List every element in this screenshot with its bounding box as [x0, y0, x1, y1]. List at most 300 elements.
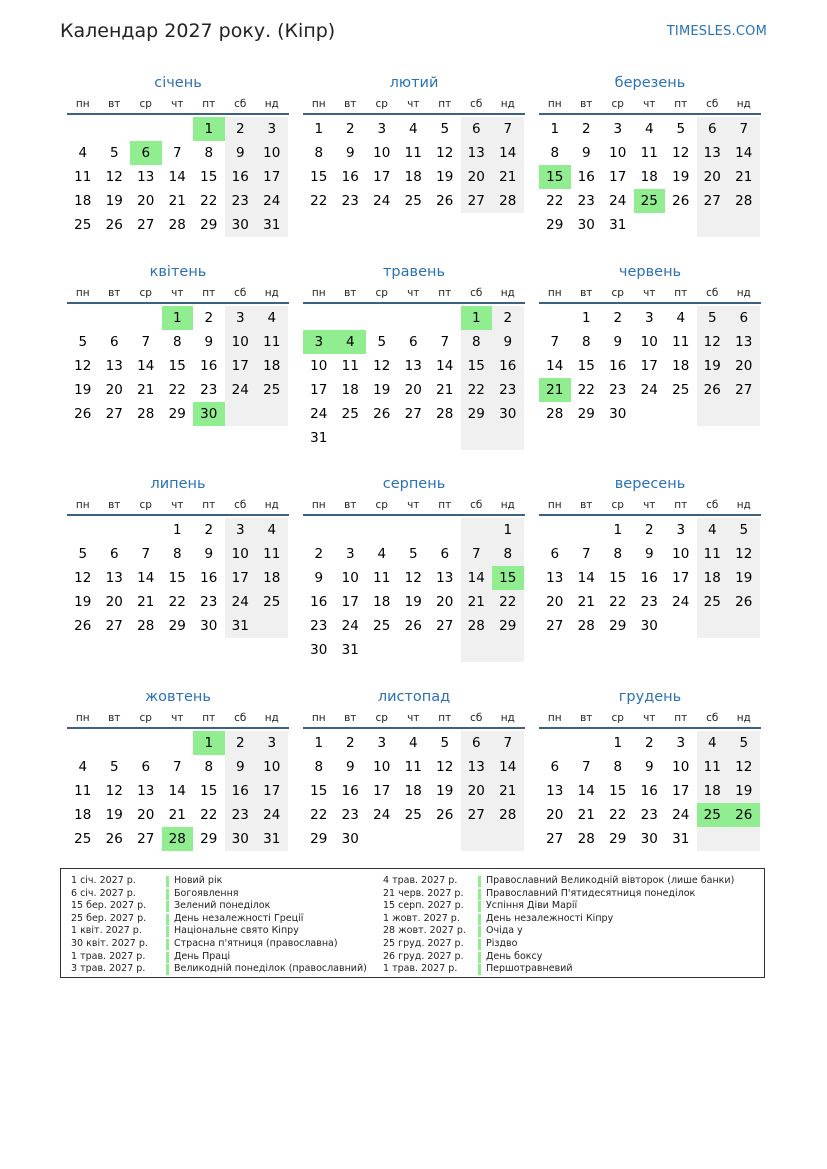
day-cell: 30	[492, 402, 524, 426]
weekday-label: пт	[674, 286, 688, 299]
weekday-label: пн	[547, 498, 562, 511]
day-cell: 21	[436, 382, 454, 398]
day-cell: 12	[728, 542, 760, 566]
weekday-label: сб	[234, 711, 247, 724]
weekday-label: пт	[674, 498, 688, 511]
day-cell: 1	[193, 117, 225, 141]
day-cell: 18	[404, 169, 422, 185]
empty-cell	[130, 117, 162, 141]
day-cell: 21	[539, 378, 571, 402]
month-1	[67, 72, 289, 237]
weekday-label: ср	[139, 97, 152, 110]
day-cell: 30	[609, 406, 627, 422]
day-cell: 19	[728, 779, 760, 803]
weekday-label: ср	[139, 286, 152, 299]
legend-row	[383, 888, 734, 901]
weekday-label: нд	[500, 498, 515, 511]
week-row	[67, 402, 289, 426]
month-name: квітень	[149, 264, 207, 280]
day-cell: 29	[168, 406, 186, 422]
legend-row	[383, 925, 734, 938]
day-cell: 24	[609, 193, 627, 209]
day-cell: 12	[436, 759, 454, 775]
day-cell: 4	[335, 330, 367, 354]
day-cell: 5	[78, 546, 88, 562]
empty-cell	[429, 638, 461, 662]
day-cell: 20	[461, 165, 493, 189]
empty-cell	[665, 614, 697, 638]
week-row	[539, 330, 761, 354]
day-cell: 6	[109, 546, 119, 562]
holiday-marker	[478, 876, 481, 887]
day-cell: 15	[310, 783, 328, 799]
day-cell: 23	[200, 594, 218, 610]
weekday-label: чт	[407, 498, 420, 511]
empty-cell	[398, 306, 430, 330]
day-cell: 19	[436, 169, 454, 185]
day-cell: 4	[697, 518, 729, 542]
day-cell: 14	[168, 783, 186, 799]
day-cell: 13	[137, 169, 155, 185]
day-cell: 11	[341, 358, 359, 374]
weekday-label: сб	[706, 498, 719, 511]
day-cell: 21	[137, 594, 155, 610]
legend-row	[383, 963, 734, 976]
day-cell: 30	[200, 618, 218, 634]
legend-row	[71, 963, 367, 976]
day-cell: 24	[225, 590, 257, 614]
day-cell: 12	[404, 570, 422, 586]
day-cell: 9	[204, 546, 214, 562]
day-cell: 12	[74, 358, 92, 374]
day-cell: 6	[550, 546, 560, 562]
empty-cell	[697, 614, 729, 638]
day-cell: 28	[492, 189, 524, 213]
header-rule	[303, 302, 525, 304]
day-cell: 2	[204, 522, 214, 538]
empty-cell	[162, 731, 194, 755]
day-cell: 15	[168, 570, 186, 586]
day-cell: 27	[697, 189, 729, 213]
day-cell: 9	[581, 145, 591, 161]
day-cell: 2	[581, 121, 591, 137]
holiday-marker	[166, 876, 169, 887]
day-cell: 26	[105, 831, 123, 847]
month-name: жовтень	[145, 689, 211, 705]
holiday-date: 1 жовт. 2027 р.	[383, 912, 460, 924]
day-cell: 1	[613, 522, 623, 538]
weekday-label: ср	[611, 711, 624, 724]
empty-cell	[366, 827, 398, 851]
header-rule	[67, 514, 289, 516]
day-cell: 21	[492, 165, 524, 189]
week-row	[539, 213, 761, 237]
weekday-header	[67, 283, 289, 302]
day-cell: 8	[461, 330, 493, 354]
month-11	[303, 686, 525, 851]
day-cell: 5	[109, 145, 119, 161]
empty-cell	[697, 402, 729, 426]
week-row	[539, 141, 761, 165]
day-cell: 27	[728, 378, 760, 402]
week-row	[539, 354, 761, 378]
day-cell: 16	[225, 779, 257, 803]
weekday-label: вт	[108, 286, 121, 299]
weekday-header	[67, 708, 289, 727]
day-cell: 23	[609, 382, 627, 398]
day-cell: 5	[78, 334, 88, 350]
week-row	[67, 566, 289, 590]
day-cell: 7	[141, 334, 151, 350]
empty-cell	[99, 518, 131, 542]
day-cell: 20	[546, 807, 564, 823]
holiday-marker	[478, 889, 481, 900]
day-cell: 7	[440, 334, 450, 350]
empty-cell	[398, 827, 430, 851]
week-row	[303, 755, 525, 779]
holiday-date: 26 груд. 2027 р.	[383, 950, 464, 962]
day-cell: 10	[373, 759, 391, 775]
empty-cell	[366, 638, 398, 662]
holiday-name: Успіння Діви Марії	[486, 900, 578, 912]
day-cell: 11	[74, 783, 92, 799]
weekday-label: чт	[643, 97, 656, 110]
weekday-label: чт	[171, 711, 184, 724]
month-name: вересень	[614, 476, 686, 492]
week-row	[303, 117, 525, 141]
day-cell: 1	[461, 306, 493, 330]
empty-cell	[429, 426, 461, 450]
weekday-label: ср	[611, 286, 624, 299]
week-row	[67, 141, 289, 165]
day-cell: 16	[640, 783, 658, 799]
day-cell: 19	[105, 807, 123, 823]
day-cell: 22	[168, 594, 186, 610]
empty-cell	[398, 638, 430, 662]
empty-cell	[162, 117, 194, 141]
week-row	[67, 779, 289, 803]
holiday-name: День незалежності Кіпру	[486, 912, 614, 924]
week-row	[67, 189, 289, 213]
day-cell: 16	[310, 594, 328, 610]
weekday-header	[539, 495, 761, 514]
day-cell: 20	[137, 193, 155, 209]
holiday-name: Богоявлення	[174, 887, 239, 899]
day-cell: 11	[697, 755, 729, 779]
day-cell: 27	[137, 831, 155, 847]
day-cell: 26	[105, 217, 123, 233]
day-cell: 8	[492, 542, 524, 566]
weekday-label: чт	[407, 97, 420, 110]
holiday-date: 1 трав. 2027 р.	[71, 950, 146, 962]
day-cell: 2	[644, 735, 654, 751]
day-cell: 26	[74, 406, 92, 422]
week-row	[539, 731, 761, 755]
week-row	[539, 402, 761, 426]
day-cell: 23	[341, 807, 359, 823]
holiday-marker	[166, 964, 169, 975]
week-row	[67, 354, 289, 378]
weekday-label: чт	[171, 97, 184, 110]
day-cell: 6	[697, 117, 729, 141]
day-cell: 10	[225, 330, 257, 354]
weekday-label: пн	[75, 711, 90, 724]
day-cell: 3	[303, 330, 335, 354]
header-rule	[303, 514, 525, 516]
day-cell: 14	[577, 783, 595, 799]
week-row	[539, 827, 761, 851]
weekday-label: чт	[643, 286, 656, 299]
day-cell: 30	[341, 831, 359, 847]
month-name: березень	[614, 75, 686, 91]
week-row	[67, 306, 289, 330]
day-cell: 30	[640, 618, 658, 634]
month-name: грудень	[618, 689, 682, 705]
day-cell: 18	[74, 807, 92, 823]
empty-cell	[303, 306, 335, 330]
week-row	[67, 542, 289, 566]
empty-cell	[461, 426, 493, 450]
day-cell: 8	[172, 334, 182, 350]
site-link[interactable]: TIMESLES.COM	[666, 24, 767, 39]
holiday-marker	[166, 914, 169, 925]
week-row	[67, 755, 289, 779]
day-cell: 7	[172, 145, 182, 161]
day-cell: 25	[256, 378, 288, 402]
holiday-marker	[166, 939, 169, 950]
day-cell: 18	[404, 783, 422, 799]
day-cell: 21	[168, 193, 186, 209]
holiday-marker	[166, 926, 169, 937]
holiday-name: День Праці	[174, 950, 231, 962]
day-cell: 8	[314, 759, 324, 775]
empty-cell	[130, 518, 162, 542]
day-cell: 30	[577, 217, 595, 233]
empty-cell	[99, 731, 131, 755]
day-cell: 6	[461, 731, 493, 755]
day-cell: 3	[613, 121, 623, 137]
empty-cell	[571, 731, 603, 755]
day-cell: 12	[697, 330, 729, 354]
weekday-label: пн	[311, 711, 326, 724]
holiday-date: 3 трав. 2027 р.	[71, 963, 146, 975]
empty-cell	[366, 426, 398, 450]
weekday-header	[539, 94, 761, 113]
week-row	[303, 306, 525, 330]
weekday-label: пт	[202, 498, 216, 511]
week-row	[67, 614, 289, 638]
weekday-label: вт	[344, 97, 357, 110]
day-cell: 28	[728, 189, 760, 213]
day-cell: 21	[728, 165, 760, 189]
empty-cell	[697, 827, 729, 851]
day-cell: 16	[640, 570, 658, 586]
day-cell: 24	[256, 803, 288, 827]
weekday-label: пн	[311, 97, 326, 110]
day-cell: 9	[204, 334, 214, 350]
day-cell: 12	[728, 755, 760, 779]
day-cell: 27	[137, 217, 155, 233]
day-cell: 25	[404, 193, 422, 209]
day-cell: 13	[461, 141, 493, 165]
empty-cell	[697, 213, 729, 237]
day-cell: 25	[256, 590, 288, 614]
day-cell: 24	[225, 378, 257, 402]
day-cell: 14	[492, 141, 524, 165]
day-cell: 22	[200, 193, 218, 209]
day-cell: 4	[256, 518, 288, 542]
day-cell: 19	[74, 594, 92, 610]
empty-cell	[665, 402, 697, 426]
day-cell: 17	[341, 594, 359, 610]
holiday-date: 21 черв. 2027 р.	[383, 887, 464, 899]
weekday-label: нд	[264, 286, 279, 299]
week-row	[539, 590, 761, 614]
holiday-name: Очіда у	[486, 925, 523, 937]
holiday-date: 4 трав. 2027 р.	[383, 875, 458, 886]
day-cell: 13	[546, 783, 564, 799]
day-cell: 26	[436, 807, 454, 823]
day-cell: 18	[672, 358, 690, 374]
day-cell: 19	[672, 169, 690, 185]
day-cell: 1	[314, 735, 324, 751]
weekday-label: пт	[202, 711, 216, 724]
day-cell: 14	[137, 358, 155, 374]
empty-cell	[728, 402, 760, 426]
legend-row	[383, 875, 734, 888]
day-cell: 20	[404, 382, 422, 398]
day-cell: 1	[172, 522, 182, 538]
day-cell: 15	[539, 165, 571, 189]
day-cell: 14	[492, 755, 524, 779]
holiday-name: Православний П'ятидесятниця понеділок	[486, 887, 696, 899]
day-cell: 5	[676, 121, 686, 137]
holiday-marker	[478, 914, 481, 925]
day-cell: 8	[550, 145, 560, 161]
weekday-label: вт	[108, 97, 121, 110]
day-cell: 13	[137, 783, 155, 799]
holiday-marker	[478, 926, 481, 937]
day-cell: 18	[373, 594, 391, 610]
weekday-label: пн	[547, 711, 562, 724]
weekday-label: сб	[470, 286, 483, 299]
day-cell: 15	[609, 783, 627, 799]
week-row	[303, 638, 525, 662]
day-cell: 17	[225, 354, 257, 378]
day-cell: 30	[225, 213, 257, 237]
week-row	[67, 803, 289, 827]
day-cell: 19	[697, 354, 729, 378]
empty-cell	[634, 402, 666, 426]
day-cell: 21	[577, 594, 595, 610]
empty-cell	[99, 117, 131, 141]
day-cell: 29	[609, 831, 627, 847]
header-rule	[303, 727, 525, 729]
holiday-date: 1 трав. 2027 р.	[383, 963, 458, 975]
day-cell: 28	[461, 614, 493, 638]
holiday-name: День незалежності Греції	[174, 912, 304, 924]
weekday-label: пт	[438, 498, 452, 511]
day-cell: 6	[440, 546, 450, 562]
holiday-date: 28 жовт. 2027 р.	[383, 925, 466, 937]
day-cell: 20	[546, 594, 564, 610]
day-cell: 16	[200, 358, 218, 374]
day-cell: 20	[436, 594, 454, 610]
day-cell: 23	[640, 594, 658, 610]
empty-cell	[461, 518, 493, 542]
day-cell: 10	[225, 542, 257, 566]
day-cell: 28	[492, 803, 524, 827]
day-cell: 29	[609, 618, 627, 634]
day-cell: 22	[461, 378, 493, 402]
holiday-legend	[60, 868, 765, 978]
day-cell: 3	[676, 735, 686, 751]
day-cell: 17	[609, 169, 627, 185]
week-row	[539, 378, 761, 402]
day-cell: 30	[225, 827, 257, 851]
weekday-label: нд	[264, 498, 279, 511]
weekday-label: ср	[375, 97, 388, 110]
month-8	[303, 473, 525, 662]
day-cell: 23	[492, 378, 524, 402]
day-cell: 9	[613, 334, 623, 350]
holiday-name: Різдво	[486, 937, 518, 949]
weekday-label: ср	[139, 498, 152, 511]
day-cell: 23	[310, 618, 328, 634]
day-cell: 9	[314, 570, 324, 586]
day-cell: 10	[256, 755, 288, 779]
empty-cell	[398, 426, 430, 450]
week-row	[303, 566, 525, 590]
weekday-label: нд	[264, 711, 279, 724]
week-row	[303, 189, 525, 213]
day-cell: 6	[461, 117, 493, 141]
day-cell: 19	[436, 783, 454, 799]
empty-cell	[225, 402, 257, 426]
day-cell: 23	[577, 193, 595, 209]
weekday-label: нд	[264, 97, 279, 110]
day-cell: 7	[141, 546, 151, 562]
weekday-label: вт	[580, 711, 593, 724]
weekday-header	[67, 495, 289, 514]
day-cell: 2	[644, 522, 654, 538]
day-cell: 23	[225, 189, 257, 213]
day-cell: 30	[310, 642, 328, 658]
day-cell: 17	[672, 570, 690, 586]
day-cell: 24	[672, 594, 690, 610]
day-cell: 5	[728, 731, 760, 755]
header-rule	[539, 727, 761, 729]
day-cell: 24	[640, 382, 658, 398]
day-cell: 27	[436, 618, 454, 634]
day-cell: 7	[492, 731, 524, 755]
empty-cell	[461, 827, 493, 851]
week-row	[539, 614, 761, 638]
day-cell: 5	[377, 334, 387, 350]
week-row	[539, 165, 761, 189]
day-cell: 25	[74, 831, 92, 847]
legend-row	[71, 951, 367, 964]
day-cell: 16	[341, 169, 359, 185]
day-cell: 5	[440, 121, 450, 137]
empty-cell	[67, 731, 99, 755]
week-row	[303, 542, 525, 566]
day-cell: 8	[613, 759, 623, 775]
day-cell: 28	[137, 618, 155, 634]
weekday-label: вт	[344, 711, 357, 724]
day-cell: 17	[640, 358, 658, 374]
day-cell: 24	[373, 193, 391, 209]
